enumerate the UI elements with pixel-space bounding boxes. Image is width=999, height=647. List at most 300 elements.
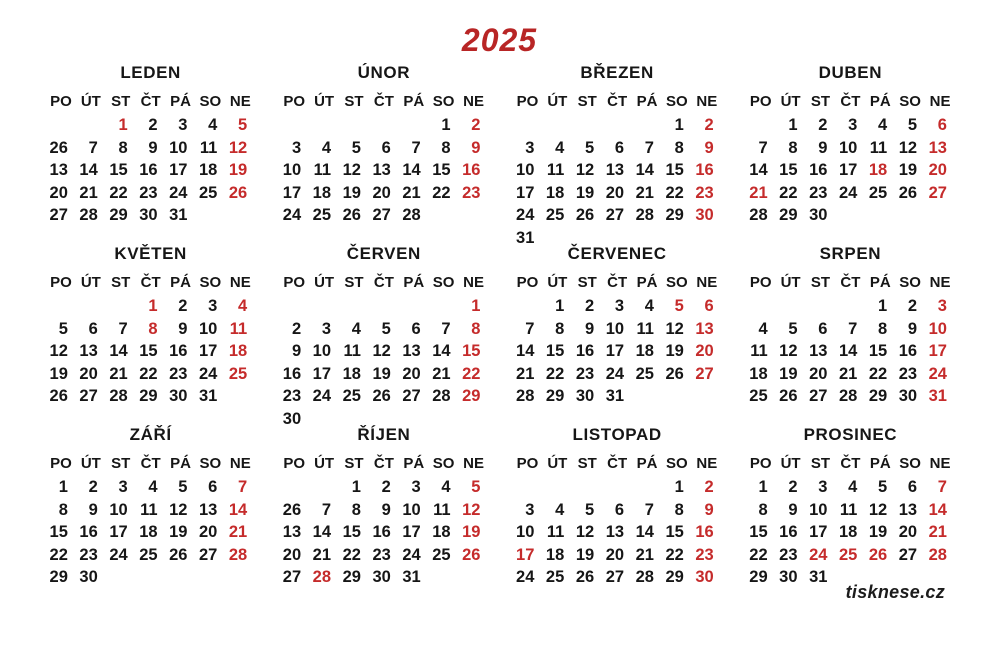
day-cell: 25 (749, 387, 768, 406)
day-cell-empty (542, 114, 572, 137)
day-cell: 24 (109, 545, 128, 564)
day-cell: 3 (178, 116, 188, 134)
weekday-label: PO (50, 455, 72, 472)
day-cell: 26 (49, 387, 68, 406)
weekday-label: PÁ (170, 93, 191, 110)
month-8 (746, 243, 955, 424)
day-cell: 29 (779, 206, 798, 225)
day-cell: 17 (516, 545, 535, 564)
day-cell: 28 (516, 387, 535, 406)
day-cell: 9 (704, 138, 714, 157)
day-cell: 20 (49, 183, 68, 202)
day-cell: 28 (109, 387, 128, 406)
month-day-grid (746, 271, 955, 408)
day-cell: 11 (636, 319, 654, 338)
weekday-label: SO (199, 455, 222, 472)
day-cell: 11 (839, 500, 858, 519)
day-cell: 9 (291, 342, 302, 361)
day-cell: 2 (471, 116, 481, 134)
day-cell: 1 (118, 116, 128, 134)
weekday-label: ST (810, 274, 831, 291)
day-cell: 13 (695, 319, 714, 338)
day-cell: 26 (575, 568, 595, 587)
day-cell: 10 (516, 161, 535, 180)
day-cell: 9 (704, 500, 714, 519)
day-cell: 4 (441, 478, 451, 496)
day-cell: 27 (49, 206, 68, 225)
day-cell-empty (865, 204, 895, 227)
day-cell-empty (572, 476, 602, 499)
weekday-label: ČT (840, 274, 861, 291)
day-cell: 25 (545, 568, 565, 587)
day-cell: 14 (516, 342, 535, 361)
day-cell: 11 (750, 342, 768, 361)
day-cell: 7 (644, 500, 654, 519)
day-cell: 17 (312, 364, 332, 383)
weekday-label: ÚT (780, 274, 801, 291)
day-cell: 21 (79, 183, 98, 202)
day-cell: 15 (779, 161, 798, 180)
day-cell: 4 (878, 116, 888, 134)
day-cell: 1 (351, 478, 361, 496)
day-cell: 29 (109, 206, 128, 225)
day-cell: 23 (169, 364, 188, 383)
day-cell: 11 (546, 523, 565, 542)
weekday-label: ÚT (314, 274, 335, 291)
day-cell: 27 (605, 568, 625, 587)
day-cell: 18 (838, 523, 858, 542)
weekday-label: PÁ (869, 93, 891, 110)
weekday-label: SO (666, 455, 688, 472)
day-cell-empty (369, 114, 399, 137)
day-cell: 21 (516, 364, 535, 383)
day-cell: 26 (779, 387, 798, 406)
day-cell: 12 (49, 342, 68, 361)
weekday-label: ČT (373, 455, 394, 472)
day-cell: 22 (665, 183, 684, 202)
day-cell: 23 (462, 183, 481, 202)
day-cell-empty (399, 295, 429, 318)
day-cell: 27 (282, 568, 302, 587)
day-cell: 7 (644, 138, 654, 157)
day-cell: 28 (402, 206, 421, 225)
weekday-label: SO (666, 93, 688, 110)
day-cell: 25 (312, 206, 332, 225)
day-cell: 30 (695, 568, 714, 587)
day-cell: 26 (228, 183, 248, 202)
weekday-label: SO (432, 274, 455, 291)
day-cell: 26 (462, 545, 481, 564)
day-cell: 11 (229, 319, 248, 338)
day-cell-empty (339, 114, 369, 137)
day-cell: 2 (788, 478, 798, 496)
day-cell-empty (746, 114, 776, 137)
day-cell: 14 (312, 523, 332, 542)
day-cell: 13 (605, 161, 625, 180)
month-title: ČERVEN (346, 244, 421, 263)
month-day-grid (513, 90, 722, 250)
day-cell: 20 (79, 364, 98, 383)
day-cell: 19 (665, 342, 684, 361)
day-cell-empty (166, 566, 196, 589)
day-cell: 28 (635, 568, 654, 587)
day-cell: 16 (169, 342, 188, 361)
month-12 (746, 424, 955, 605)
day-cell: 28 (228, 545, 248, 564)
day-cell: 27 (928, 183, 947, 202)
day-cell: 22 (868, 364, 888, 383)
day-cell: 28 (749, 206, 768, 225)
day-cell: 10 (312, 342, 332, 361)
day-cell: 15 (432, 161, 451, 180)
day-cell-empty (225, 204, 255, 227)
day-cell: 11 (869, 138, 888, 157)
day-cell: 2 (381, 478, 391, 496)
day-cell: 12 (575, 161, 595, 180)
weekday-label: ČT (140, 274, 161, 291)
day-cell: 21 (635, 545, 654, 564)
day-cell: 5 (878, 478, 888, 496)
day-cell: 16 (372, 523, 391, 542)
day-cell-empty (459, 566, 489, 589)
day-cell: 18 (198, 161, 218, 180)
day-cell: 24 (516, 206, 535, 225)
day-cell: 20 (198, 523, 218, 542)
day-cell: 17 (605, 342, 625, 361)
day-cell: 9 (584, 319, 595, 338)
month-title: KVĚTEN (114, 244, 187, 263)
day-cell: 14 (635, 523, 654, 542)
day-cell: 26 (868, 545, 888, 564)
day-cell: 26 (665, 364, 684, 383)
day-cell: 14 (635, 161, 654, 180)
day-cell: 12 (169, 500, 188, 519)
day-cell: 8 (441, 138, 451, 157)
day-cell: 2 (88, 478, 98, 496)
day-cell: 8 (788, 138, 798, 157)
day-cell: 26 (282, 500, 302, 519)
month-title: DUBEN (818, 63, 883, 82)
day-cell-empty (339, 295, 369, 318)
day-cell: 23 (79, 545, 98, 564)
weekday-label: ÚT (780, 93, 801, 110)
day-cell: 31 (928, 387, 947, 406)
day-cell: 3 (614, 297, 625, 315)
day-cell: 30 (779, 568, 798, 587)
day-cell: 3 (818, 478, 828, 496)
day-cell: 29 (342, 568, 361, 587)
day-cell: 7 (441, 319, 451, 338)
day-cell: 19 (868, 523, 888, 542)
day-cell: 6 (818, 319, 828, 338)
day-cell: 25 (838, 545, 858, 564)
day-cell: 15 (665, 161, 684, 180)
weekday-label: NE (696, 93, 718, 110)
month-4 (746, 62, 955, 243)
weekday-label: NE (229, 455, 251, 472)
day-cell: 29 (749, 568, 768, 587)
day-cell: 24 (169, 183, 188, 202)
day-cell-empty (662, 385, 692, 408)
day-cell: 22 (665, 545, 684, 564)
weekday-label: SO (899, 93, 921, 110)
weekday-label: SO (432, 455, 455, 472)
day-cell: 6 (381, 138, 391, 157)
day-cell: 21 (402, 183, 421, 202)
day-cell-empty (195, 566, 225, 589)
day-cell: 28 (635, 206, 654, 225)
month-5 (46, 243, 255, 424)
month-title: PROSINEC (803, 425, 898, 444)
day-cell: 19 (898, 161, 918, 180)
day-cell: 4 (848, 478, 858, 496)
day-cell: 4 (238, 297, 248, 315)
day-cell: 3 (937, 297, 947, 315)
day-cell: 30 (575, 387, 595, 406)
day-cell: 24 (838, 183, 858, 202)
day-cell: 25 (139, 545, 158, 564)
day-cell: 23 (779, 545, 798, 564)
day-cell: 21 (838, 364, 858, 383)
day-cell: 31 (169, 206, 188, 225)
day-cell: 18 (749, 364, 768, 383)
day-cell: 18 (312, 183, 332, 202)
day-cell: 23 (282, 387, 302, 406)
day-cell: 6 (907, 478, 918, 496)
day-cell: 9 (818, 138, 828, 157)
weekday-label: NE (229, 93, 251, 110)
day-cell: 14 (432, 342, 451, 361)
day-cell-empty (106, 295, 136, 318)
weekday-label: NE (929, 274, 951, 291)
day-cell: 11 (140, 500, 158, 519)
day-cell: 8 (758, 500, 768, 519)
day-cell: 10 (928, 319, 947, 338)
tisknese-logo: tisknese.cz (845, 582, 945, 602)
month-day-grid (279, 90, 488, 227)
weekday-label: PO (516, 274, 539, 291)
day-cell: 3 (321, 319, 332, 338)
day-cell: 23 (575, 364, 595, 383)
day-cell: 25 (635, 364, 654, 383)
day-cell: 2 (907, 297, 918, 315)
day-cell: 2 (704, 116, 714, 134)
day-cell-empty (602, 476, 632, 499)
day-cell: 15 (545, 342, 565, 361)
day-cell: 11 (433, 500, 451, 519)
day-cell-empty (309, 295, 339, 318)
day-cell: 22 (109, 183, 128, 202)
day-cell-empty (806, 295, 836, 318)
day-cell: 27 (898, 545, 918, 564)
day-cell-empty (632, 385, 662, 408)
day-cell: 30 (809, 206, 828, 225)
weekday-label: NE (463, 93, 484, 110)
day-cell: 6 (614, 138, 625, 157)
day-cell: 21 (928, 523, 947, 542)
day-cell: 1 (674, 116, 684, 134)
day-cell: 3 (208, 297, 218, 315)
month-title: ČERVENEC (567, 244, 667, 263)
day-cell: 25 (228, 364, 248, 383)
day-cell: 14 (928, 500, 947, 519)
day-cell: 4 (758, 319, 768, 338)
day-cell: 1 (878, 297, 888, 315)
day-cell: 16 (282, 364, 302, 383)
day-cell: 5 (584, 500, 595, 519)
day-cell: 9 (148, 138, 158, 157)
day-cell: 3 (291, 138, 302, 157)
day-cell: 11 (199, 138, 218, 157)
day-cell: 9 (381, 500, 391, 519)
day-cell: 13 (898, 500, 918, 519)
day-cell-empty (602, 114, 632, 137)
weekday-label: PO (50, 274, 72, 291)
weekday-label: ČT (140, 93, 161, 110)
day-cell: 24 (809, 545, 828, 564)
day-cell: 22 (749, 545, 768, 564)
day-cell: 30 (139, 206, 158, 225)
day-cell: 8 (674, 138, 684, 157)
day-cell: 19 (372, 364, 391, 383)
day-cell: 20 (605, 183, 625, 202)
weekday-label: PÁ (403, 274, 425, 291)
day-cell-empty (746, 295, 776, 318)
weekday-label: ČT (140, 455, 161, 472)
day-cell-empty (399, 114, 429, 137)
day-cell: 20 (695, 342, 714, 361)
day-cell: 17 (109, 523, 128, 542)
day-cell-empty (309, 476, 339, 499)
day-cell: 12 (898, 138, 918, 157)
weekday-label: ST (111, 455, 131, 472)
day-cell: 25 (342, 387, 361, 406)
day-cell: 20 (605, 545, 625, 564)
day-cell: 7 (758, 138, 768, 157)
weekday-label: PO (749, 274, 772, 291)
weekday-label: PÁ (636, 274, 658, 291)
weekday-label: ST (810, 455, 831, 472)
day-cell: 28 (432, 387, 451, 406)
day-cell: 30 (79, 568, 98, 587)
weekday-label: ÚT (80, 274, 101, 291)
day-cell: 28 (79, 206, 98, 225)
day-cell-empty (513, 114, 543, 137)
day-cell: 21 (109, 364, 128, 383)
day-cell: 1 (471, 297, 481, 315)
day-cell: 21 (432, 364, 451, 383)
day-cell: 15 (139, 342, 158, 361)
day-cell: 24 (312, 387, 332, 406)
weekday-label: ČT (607, 93, 628, 110)
day-cell: 23 (695, 545, 714, 564)
day-cell: 10 (838, 138, 858, 157)
day-cell: 10 (809, 500, 828, 519)
day-cell: 6 (704, 297, 714, 315)
month-9 (46, 424, 255, 605)
day-cell: 1 (788, 116, 798, 134)
day-cell: 7 (88, 138, 98, 157)
day-cell-empty (925, 204, 955, 227)
weekday-label: PO (50, 93, 72, 110)
day-cell-empty (309, 114, 339, 137)
day-cell: 19 (575, 545, 595, 564)
weekday-label: NE (463, 455, 484, 472)
day-cell: 21 (228, 523, 248, 542)
day-cell: 3 (848, 116, 858, 134)
weekday-label: SO (199, 274, 222, 291)
month-day-grid (279, 452, 488, 589)
day-cell: 2 (148, 116, 158, 134)
day-cell: 27 (695, 364, 714, 383)
day-cell: 18 (545, 183, 565, 202)
day-cell: 10 (402, 500, 421, 519)
day-cell: 15 (749, 523, 768, 542)
day-cell-empty (776, 295, 806, 318)
weekday-label: SO (432, 93, 455, 110)
month-day-grid (46, 90, 255, 227)
day-cell: 4 (555, 138, 565, 157)
day-cell: 5 (584, 138, 595, 157)
weekday-label: PÁ (403, 93, 425, 110)
weekday-label: PÁ (636, 93, 658, 110)
day-cell: 9 (788, 500, 798, 519)
day-cell: 27 (809, 387, 828, 406)
day-cell: 9 (471, 138, 481, 157)
month-day-grid (746, 452, 955, 589)
day-cell-empty (572, 114, 602, 137)
weekday-label: ST (577, 455, 597, 472)
day-cell: 28 (838, 387, 858, 406)
day-cell: 18 (545, 545, 565, 564)
day-cell: 10 (516, 523, 535, 542)
day-cell: 12 (575, 523, 595, 542)
day-cell-empty (429, 566, 459, 589)
day-cell: 23 (898, 364, 918, 383)
day-cell: 5 (178, 478, 188, 496)
day-cell: 17 (809, 523, 828, 542)
day-cell: 2 (818, 116, 828, 134)
month-day-grid (279, 271, 488, 431)
day-cell: 22 (432, 183, 451, 202)
day-cell: 23 (372, 545, 391, 564)
day-cell: 5 (674, 297, 684, 315)
day-cell: 24 (198, 364, 218, 383)
day-cell: 15 (462, 342, 481, 361)
weekday-label: ST (577, 274, 597, 291)
day-cell: 15 (342, 523, 361, 542)
day-cell: 2 (704, 478, 714, 496)
day-cell: 31 (198, 387, 218, 406)
day-cell: 26 (169, 545, 188, 564)
day-cell: 14 (228, 500, 248, 519)
day-cell: 24 (928, 364, 947, 383)
day-cell: 19 (169, 523, 188, 542)
day-cell: 29 (49, 568, 68, 587)
day-cell: 21 (749, 183, 768, 202)
month-title: SRPEN (819, 244, 882, 263)
month-title: ÚNOR (357, 63, 411, 82)
day-cell: 4 (555, 500, 565, 519)
day-cell-empty (542, 476, 572, 499)
day-cell: 5 (907, 116, 918, 134)
day-cell: 13 (198, 500, 218, 519)
day-cell-empty (895, 204, 925, 227)
day-cell: 29 (868, 387, 888, 406)
day-cell: 14 (109, 342, 128, 361)
day-cell: 18 (868, 161, 888, 180)
day-cell: 1 (555, 297, 565, 315)
